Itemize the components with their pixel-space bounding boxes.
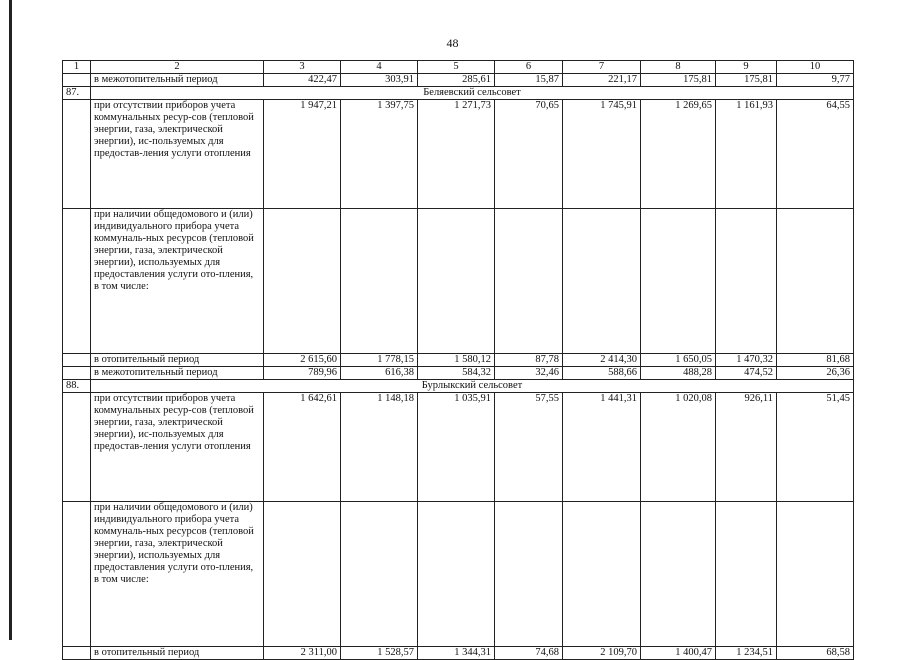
value-cell <box>264 502 341 647</box>
value-cell <box>264 209 341 354</box>
row-label: в межотопительный период <box>91 74 264 87</box>
row-number <box>63 100 91 209</box>
value-cell <box>641 502 716 647</box>
table-row <box>63 100 854 209</box>
value-cell <box>418 502 495 647</box>
tariff-table <box>62 60 854 660</box>
row-label: при наличии общедомового и (или) индивидуального прибора учета коммуналь-ных ресурсов (тепловой энергии, газа, электрической энергии), используемых для предоставления услуги ото-пления, в том числе: <box>91 209 264 354</box>
value-cell <box>418 209 495 354</box>
value-cell: 1 161,93 <box>716 100 777 209</box>
value-cell: 68,58 <box>777 647 854 660</box>
value-cell: 2 109,70 <box>563 647 641 660</box>
value-cell <box>716 209 777 354</box>
header-cell: 6 <box>495 61 563 74</box>
value-cell: 1 148,18 <box>341 393 418 502</box>
header-cell: 7 <box>563 61 641 74</box>
header-cell: 8 <box>641 61 716 74</box>
value-cell: 64,55 <box>777 100 854 209</box>
section-row <box>63 87 854 100</box>
table-row <box>63 209 854 354</box>
header-cell: 9 <box>716 61 777 74</box>
value-cell: 303,91 <box>341 74 418 87</box>
header-cell: 2 <box>91 61 264 74</box>
table-row <box>63 367 854 380</box>
value-cell: 1 580,12 <box>418 354 495 367</box>
value-cell <box>563 209 641 354</box>
value-cell: 422,47 <box>264 74 341 87</box>
section-row <box>63 380 854 393</box>
table-row <box>63 647 854 660</box>
row-number <box>63 647 91 660</box>
value-cell: 1 642,61 <box>264 393 341 502</box>
row-label: при наличии общедомового и (или) индивидуального прибора учета коммуналь-ных ресурсов (тепловой энергии, газа, электрической энергии), используемых для предоставления услуги ото-пления, в том числе: <box>91 502 264 647</box>
row-number <box>63 354 91 367</box>
value-cell: 2 311,00 <box>264 647 341 660</box>
row-number: 87. <box>63 87 91 100</box>
value-cell: 74,68 <box>495 647 563 660</box>
value-cell: 584,32 <box>418 367 495 380</box>
value-cell <box>341 502 418 647</box>
row-number <box>63 393 91 502</box>
table-row <box>63 354 854 367</box>
row-label: в отопительный период <box>91 354 264 367</box>
value-cell: 1 441,31 <box>563 393 641 502</box>
value-cell: 588,66 <box>563 367 641 380</box>
binding-line <box>9 0 12 640</box>
table-row <box>63 74 854 87</box>
value-cell: 1 947,21 <box>264 100 341 209</box>
table-row <box>63 502 854 647</box>
value-cell <box>641 209 716 354</box>
value-cell: 1 400,47 <box>641 647 716 660</box>
value-cell: 175,81 <box>716 74 777 87</box>
value-cell: 1 020,08 <box>641 393 716 502</box>
value-cell: 32,46 <box>495 367 563 380</box>
value-cell: 1 234,51 <box>716 647 777 660</box>
value-cell: 1 778,15 <box>341 354 418 367</box>
value-cell: 616,38 <box>341 367 418 380</box>
value-cell <box>495 209 563 354</box>
value-cell: 57,55 <box>495 393 563 502</box>
value-cell: 87,78 <box>495 354 563 367</box>
value-cell: 1 269,65 <box>641 100 716 209</box>
table-row <box>63 393 854 502</box>
table-body <box>63 61 854 660</box>
row-number <box>63 367 91 380</box>
value-cell: 285,61 <box>418 74 495 87</box>
row-label: при отсутствии приборов учета коммунальных ресур-сов (тепловой энергии, газа, электрической энергии), ис-пользуемых для предостав-ления услуги отопления <box>91 393 264 502</box>
row-label: при отсутствии приборов учета коммунальных ресур-сов (тепловой энергии, газа, электрической энергии), ис-пользуемых для предостав-ления услуги отопления <box>91 100 264 209</box>
value-cell: 175,81 <box>641 74 716 87</box>
value-cell: 1 344,31 <box>418 647 495 660</box>
header-cell: 4 <box>341 61 418 74</box>
value-cell: 1 470,32 <box>716 354 777 367</box>
value-cell: 926,11 <box>716 393 777 502</box>
value-cell: 1 528,57 <box>341 647 418 660</box>
section-title: Бурлыкский сельсовет <box>91 380 854 393</box>
value-cell: 81,68 <box>777 354 854 367</box>
header-cell: 1 <box>63 61 91 74</box>
value-cell <box>341 209 418 354</box>
row-number <box>63 502 91 647</box>
header-row <box>63 61 854 74</box>
value-cell: 1 035,91 <box>418 393 495 502</box>
value-cell: 51,45 <box>777 393 854 502</box>
value-cell: 70,65 <box>495 100 563 209</box>
value-cell: 1 397,75 <box>341 100 418 209</box>
value-cell: 474,52 <box>716 367 777 380</box>
value-cell: 15,87 <box>495 74 563 87</box>
page-number: 48 <box>446 36 459 50</box>
value-cell: 1 650,05 <box>641 354 716 367</box>
value-cell: 1 745,91 <box>563 100 641 209</box>
row-number <box>63 209 91 354</box>
header-cell: 10 <box>777 61 854 74</box>
value-cell: 2 414,30 <box>563 354 641 367</box>
value-cell <box>777 502 854 647</box>
value-cell: 26,36 <box>777 367 854 380</box>
row-number: 88. <box>63 380 91 393</box>
value-cell: 488,28 <box>641 367 716 380</box>
row-label: в отопительный период <box>91 647 264 660</box>
value-cell: 1 271,73 <box>418 100 495 209</box>
value-cell <box>495 502 563 647</box>
value-cell: 9,77 <box>777 74 854 87</box>
header-cell: 3 <box>264 61 341 74</box>
value-cell: 221,17 <box>563 74 641 87</box>
header-cell: 5 <box>418 61 495 74</box>
value-cell: 2 615,60 <box>264 354 341 367</box>
row-number <box>63 74 91 87</box>
row-label: в межотопительный период <box>91 367 264 380</box>
value-cell <box>563 502 641 647</box>
value-cell <box>777 209 854 354</box>
section-title: Беляевский сельсовет <box>91 87 854 100</box>
value-cell <box>716 502 777 647</box>
value-cell: 789,96 <box>264 367 341 380</box>
